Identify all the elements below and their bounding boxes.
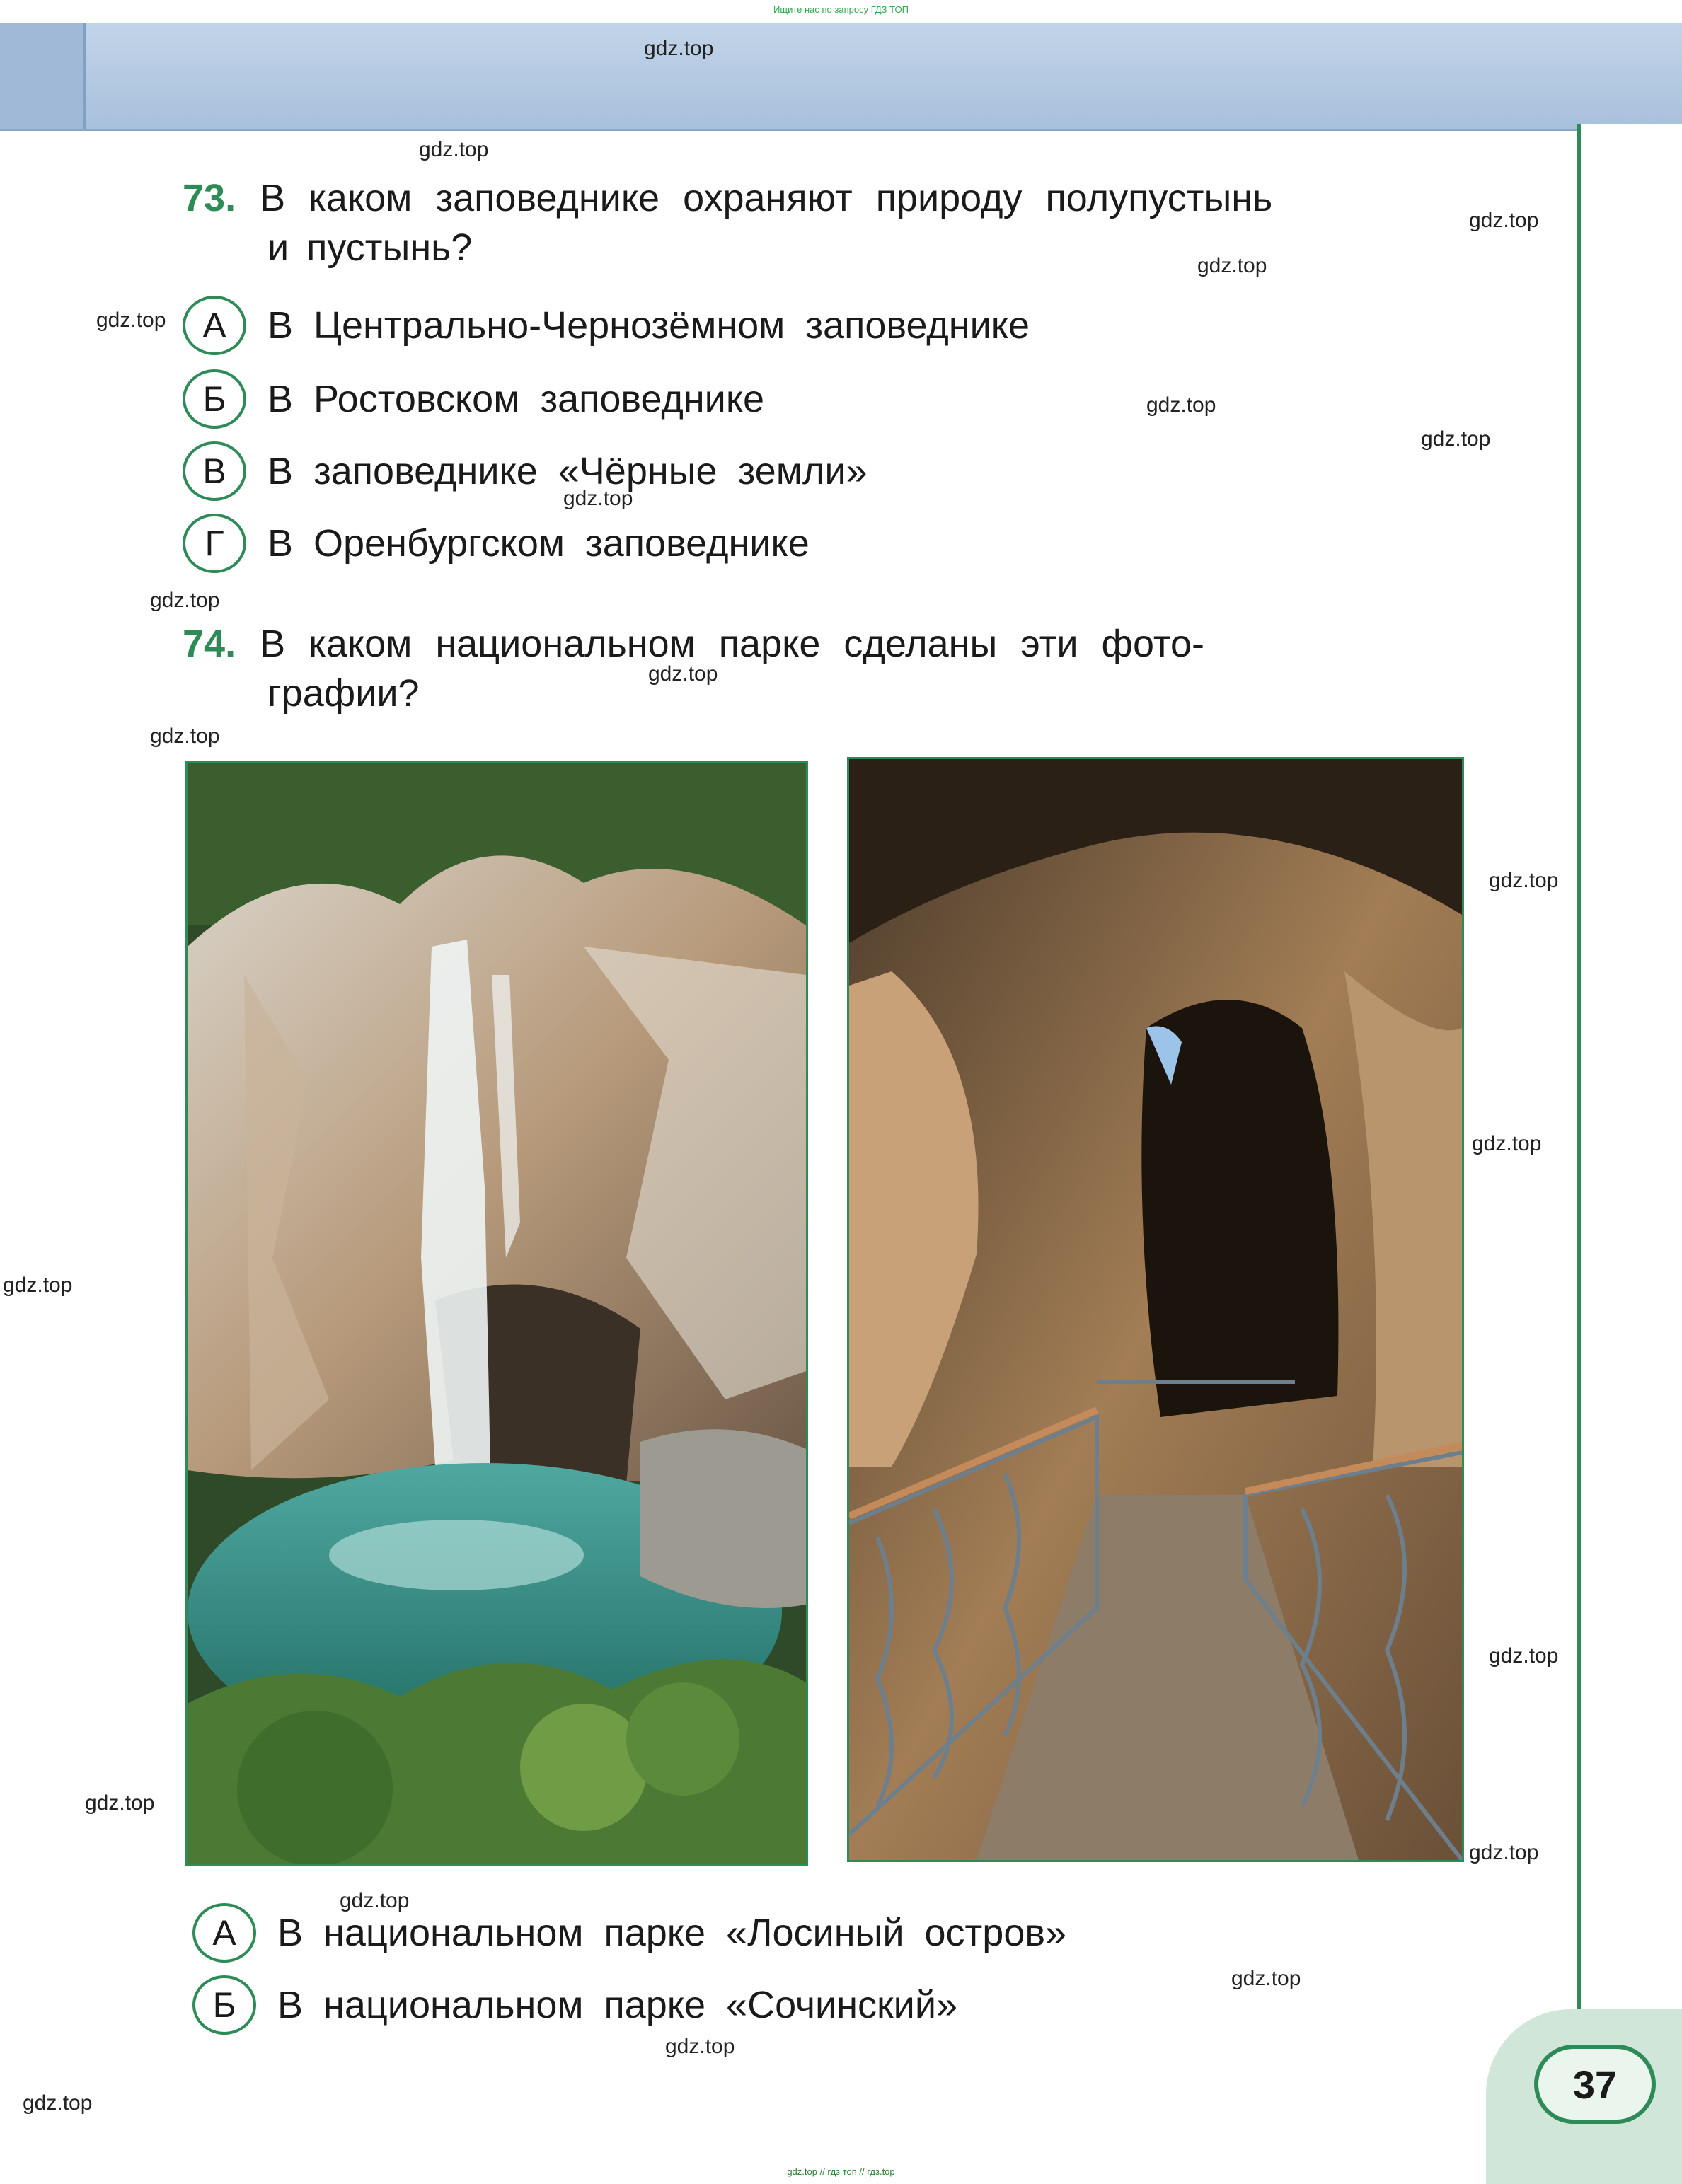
watermark: gdz.top <box>665 2035 735 2058</box>
question-text-continued: графии? <box>267 672 420 715</box>
question-number: 73. <box>183 177 236 219</box>
watermark: gdz.top <box>1231 1967 1301 1990</box>
right-margin-area <box>1581 124 1682 2020</box>
waterfall-illustration <box>188 763 806 1864</box>
header-left-strip <box>0 23 86 129</box>
bottom-banner-note: gdz.top // гдз топ // гдз.top <box>787 2166 895 2177</box>
watermark: gdz.top <box>644 37 714 60</box>
option-letter-badge: Б <box>183 369 246 429</box>
question-text-continued: и пустынь? <box>267 226 473 269</box>
q73-option-g[interactable] <box>183 514 810 573</box>
option-text: В Оренбургском заповеднике <box>267 522 810 565</box>
watermark: gdz.top <box>563 487 633 510</box>
watermark: gdz.top <box>1472 1132 1542 1155</box>
cave-illustration <box>849 759 1462 1860</box>
q73-option-b[interactable] <box>183 369 764 429</box>
q73-option-a[interactable] <box>183 296 1030 355</box>
watermark: gdz.top <box>1421 427 1491 451</box>
watermark: gdz.top <box>85 1791 155 1815</box>
watermark: gdz.top <box>1489 1644 1559 1668</box>
page-number: 37 <box>1534 2045 1656 2124</box>
watermark: gdz.top <box>150 589 220 612</box>
q74-option-a[interactable] <box>192 1903 1066 1963</box>
option-letter-badge: А <box>192 1903 256 1963</box>
option-letter-badge: Г <box>183 514 246 573</box>
question-text: В каком заповеднике охраняют природу полупустынь <box>260 177 1273 219</box>
page-header-band <box>0 23 1682 131</box>
option-text: В национальном парке «Лосиный остров» <box>277 1912 1067 1954</box>
watermark: gdz.top <box>1197 254 1267 277</box>
watermark: gdz.top <box>1489 869 1559 892</box>
question-text: В каком национальном парке сделаны эти фото- <box>260 623 1204 665</box>
option-letter-badge: А <box>183 296 246 355</box>
watermark: gdz.top <box>648 662 718 686</box>
watermark: gdz.top <box>150 724 220 748</box>
option-text: В национальном парке «Сочинский» <box>277 1984 958 2026</box>
watermark: gdz.top <box>96 308 166 332</box>
option-text: В Центрально-Чернозёмном заповеднике <box>267 304 1030 347</box>
watermark: gdz.top <box>3 1273 73 1297</box>
q73-option-v[interactable] <box>183 441 868 501</box>
watermark: gdz.top <box>340 1889 410 1912</box>
question-number: 74. <box>183 623 236 665</box>
watermark: gdz.top <box>1146 393 1216 417</box>
q74-option-b[interactable] <box>192 1975 957 2035</box>
watermark: gdz.top <box>1469 209 1539 232</box>
option-text: В заповеднике «Чёрные земли» <box>267 450 868 492</box>
question-74 <box>183 619 1456 718</box>
option-letter-badge: Б <box>192 1975 256 2035</box>
top-banner-note: Ищите нас по запросу ГДЗ ТОП <box>773 4 909 15</box>
option-letter-badge: В <box>183 441 246 501</box>
watermark: gdz.top <box>419 138 489 161</box>
cave-photo <box>847 757 1464 1862</box>
watermark: gdz.top <box>1469 1841 1539 1864</box>
option-text: В Ростовском заповеднике <box>267 378 765 420</box>
waterfall-photo <box>185 761 808 1866</box>
watermark: gdz.top <box>23 2091 93 2115</box>
